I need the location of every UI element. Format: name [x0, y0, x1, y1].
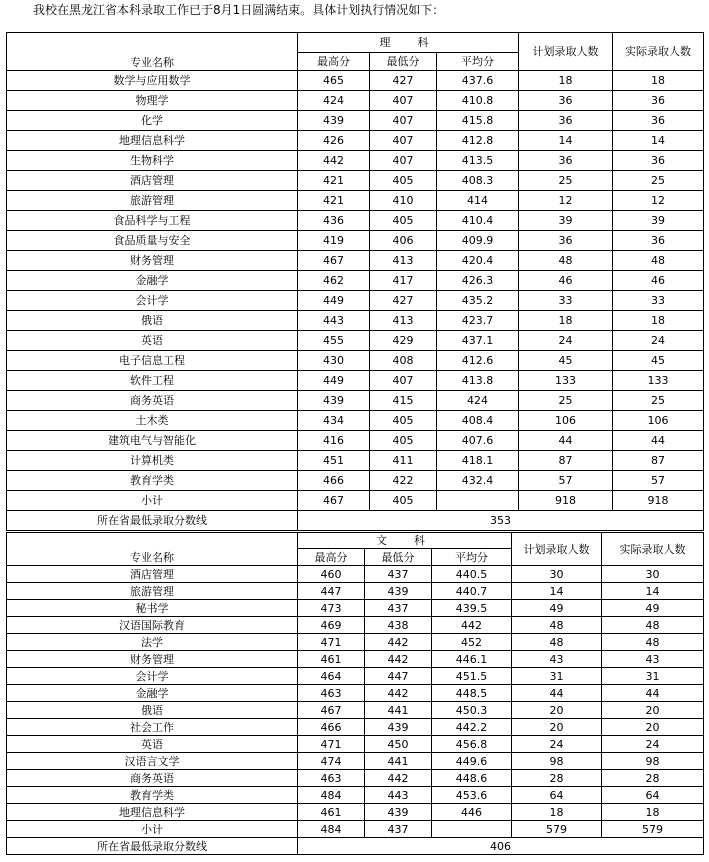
min-score-cell: 411: [370, 451, 437, 471]
min-score-header: 最低分: [370, 53, 437, 71]
avg-score-cell: 442.2: [432, 719, 512, 736]
min-score-cell: 437: [365, 821, 432, 838]
actual-count-cell: 579: [602, 821, 704, 838]
plan-count-cell: 46: [519, 271, 613, 291]
actual-count-cell: 87: [613, 451, 704, 471]
min-score-cell: 439: [365, 583, 432, 600]
table-row: [7, 331, 704, 351]
major-cell: 财务管理: [7, 651, 298, 668]
min-score-cell: 441: [365, 753, 432, 770]
plan-count-cell: 49: [512, 600, 602, 617]
actual-count-cell: 57: [613, 471, 704, 491]
avg-score-cell: 418.1: [437, 451, 519, 471]
major-header: 专业名称: [7, 533, 298, 566]
plan-count-cell: 24: [519, 331, 613, 351]
plan-count-cell: 48: [519, 251, 613, 271]
plan-count-cell: 18: [519, 311, 613, 331]
min-score-cell: 438: [365, 617, 432, 634]
avg-score-cell: 414: [437, 191, 519, 211]
max-score-cell: 443: [298, 311, 370, 331]
min-line-label: 所在省最低录取分数线: [7, 838, 298, 855]
major-header: 专业名称: [7, 33, 298, 71]
table-row: [7, 804, 704, 821]
min-score-cell: 422: [370, 471, 437, 491]
table-row: [7, 371, 704, 391]
actual-count-cell: 14: [613, 131, 704, 151]
actual-count-cell: 45: [613, 351, 704, 371]
plan-count-cell: 36: [519, 91, 613, 111]
actual-count-cell: 49: [602, 600, 704, 617]
table-row: [7, 91, 704, 111]
table-row: [7, 291, 704, 311]
avg-score-cell: 435.2: [437, 291, 519, 311]
max-score-cell: 449: [298, 371, 370, 391]
plan-count-cell: 30: [512, 566, 602, 583]
major-cell: 法学: [7, 634, 298, 651]
actual-count-header: 实际录取人数: [602, 533, 704, 566]
avg-score-cell: 448.6: [432, 770, 512, 787]
min-score-cell: 443: [365, 787, 432, 804]
avg-score-cell: 408.3: [437, 171, 519, 191]
actual-count-cell: 25: [613, 171, 704, 191]
avg-score-cell: 439.5: [432, 600, 512, 617]
min-score-cell: 442: [365, 651, 432, 668]
max-score-cell: 464: [298, 668, 365, 685]
min-score-cell: 407: [370, 91, 437, 111]
table-row: [7, 634, 704, 651]
min-score-cell: 406: [370, 231, 437, 251]
max-score-cell: 473: [298, 600, 365, 617]
avg-score-cell: 412.6: [437, 351, 519, 371]
actual-count-cell: 28: [602, 770, 704, 787]
min-score-cell: 415: [370, 391, 437, 411]
max-score-cell: 484: [298, 787, 365, 804]
plan-count-cell: 45: [519, 351, 613, 371]
actual-count-cell: 43: [602, 651, 704, 668]
avg-score-cell: 442: [432, 617, 512, 634]
major-cell: 小计: [7, 821, 298, 838]
avg-score-header: 平均分: [437, 53, 519, 71]
max-score-cell: 471: [298, 634, 365, 651]
table-row: [7, 583, 704, 600]
max-score-cell: 421: [298, 191, 370, 211]
max-score-cell: 466: [298, 471, 370, 491]
plan-count-cell: 133: [519, 371, 613, 391]
min-score-cell: 442: [365, 770, 432, 787]
min-score-cell: 437: [365, 600, 432, 617]
plan-count-cell: 14: [519, 131, 613, 151]
major-cell: 电子信息工程: [7, 351, 298, 371]
table-row: [7, 451, 704, 471]
min-score-cell: 407: [370, 131, 437, 151]
plan-count-cell: 87: [519, 451, 613, 471]
major-cell: 俄语: [7, 311, 298, 331]
table-row: [7, 431, 704, 451]
actual-count-cell: 24: [613, 331, 704, 351]
table-row: [7, 251, 704, 271]
table-row: [7, 111, 704, 131]
avg-score-cell: 440.5: [432, 566, 512, 583]
plan-count-cell: 43: [512, 651, 602, 668]
plan-count-cell: 20: [512, 702, 602, 719]
plan-count-cell: 39: [519, 211, 613, 231]
avg-score-cell: [437, 491, 519, 511]
major-cell: 会计学: [7, 668, 298, 685]
table-row: [7, 271, 704, 291]
max-score-cell: 465: [298, 71, 370, 91]
table-row: [7, 685, 704, 702]
max-score-cell: 436: [298, 211, 370, 231]
actual-count-cell: 64: [602, 787, 704, 804]
plan-count-cell: 24: [512, 736, 602, 753]
table-row: [7, 351, 704, 371]
avg-score-cell: 413.8: [437, 371, 519, 391]
avg-score-cell: 412.8: [437, 131, 519, 151]
min-line-value: 406: [298, 838, 704, 855]
avg-score-cell: 449.6: [432, 753, 512, 770]
actual-count-cell: 98: [602, 753, 704, 770]
min-line-label: 所在省最低录取分数线: [7, 511, 298, 531]
major-cell: 食品质量与安全: [7, 231, 298, 251]
avg-score-header: 平均分: [432, 549, 512, 566]
avg-score-cell: [432, 821, 512, 838]
major-cell: 软件工程: [7, 371, 298, 391]
table-row: [7, 770, 704, 787]
table-row: [7, 821, 704, 838]
max-score-cell: 421: [298, 171, 370, 191]
actual-count-cell: 46: [613, 271, 704, 291]
max-score-cell: 442: [298, 151, 370, 171]
max-score-cell: 455: [298, 331, 370, 351]
table-row: [7, 753, 704, 770]
major-cell: 物理学: [7, 91, 298, 111]
min-score-cell: 427: [370, 71, 437, 91]
actual-count-cell: 18: [613, 71, 704, 91]
plan-count-cell: 98: [512, 753, 602, 770]
min-score-cell: 441: [365, 702, 432, 719]
min-score-cell: 405: [370, 431, 437, 451]
max-score-cell: 439: [298, 111, 370, 131]
plan-count-cell: 25: [519, 391, 613, 411]
min-score-header: 最低分: [365, 549, 432, 566]
actual-count-cell: 31: [602, 668, 704, 685]
plan-count-cell: 36: [519, 111, 613, 131]
actual-count-cell: 48: [602, 617, 704, 634]
table-row: [7, 171, 704, 191]
actual-count-cell: 48: [602, 634, 704, 651]
major-cell: 英语: [7, 331, 298, 351]
max-score-cell: 466: [298, 719, 365, 736]
table-row: [7, 191, 704, 211]
plan-count-cell: 36: [519, 231, 613, 251]
actual-count-cell: 44: [613, 431, 704, 451]
min-score-cell: 439: [365, 719, 432, 736]
major-cell: 俄语: [7, 702, 298, 719]
min-score-cell: 413: [370, 251, 437, 271]
max-score-cell: 447: [298, 583, 365, 600]
min-score-cell: 442: [365, 634, 432, 651]
plan-count-cell: 64: [512, 787, 602, 804]
max-score-cell: 463: [298, 685, 365, 702]
avg-score-cell: 437.6: [437, 71, 519, 91]
min-line-value: 353: [298, 511, 704, 531]
plan-count-cell: 25: [519, 171, 613, 191]
max-score-cell: 430: [298, 351, 370, 371]
min-score-cell: 405: [370, 171, 437, 191]
actual-count-cell: 106: [613, 411, 704, 431]
arts-header: 文 科: [298, 533, 512, 549]
arts-admission-table: [6, 532, 704, 855]
major-cell: 地理信息科学: [7, 804, 298, 821]
max-score-cell: 467: [298, 702, 365, 719]
max-score-cell: 419: [298, 231, 370, 251]
table-row: [7, 719, 704, 736]
avg-score-cell: 424: [437, 391, 519, 411]
avg-score-cell: 446.1: [432, 651, 512, 668]
min-score-cell: 405: [370, 491, 437, 511]
major-cell: 汉语国际教育: [7, 617, 298, 634]
major-cell: 汉语言文学: [7, 753, 298, 770]
major-cell: 社会工作: [7, 719, 298, 736]
max-score-cell: 471: [298, 736, 365, 753]
max-score-cell: 467: [298, 251, 370, 271]
table-row: [7, 787, 704, 804]
table-row: [7, 491, 704, 511]
avg-score-cell: 413.5: [437, 151, 519, 171]
table-row: [7, 566, 704, 583]
actual-count-cell: 14: [602, 583, 704, 600]
avg-score-cell: 408.4: [437, 411, 519, 431]
max-score-cell: 463: [298, 770, 365, 787]
actual-count-cell: 39: [613, 211, 704, 231]
min-score-cell: 405: [370, 411, 437, 431]
table-row: [7, 702, 704, 719]
major-cell: 金融学: [7, 271, 298, 291]
min-score-cell: 410: [370, 191, 437, 211]
min-score-cell: 442: [365, 685, 432, 702]
avg-score-cell: 415.8: [437, 111, 519, 131]
actual-count-cell: 20: [602, 702, 704, 719]
max-score-cell: 462: [298, 271, 370, 291]
major-cell: 化学: [7, 111, 298, 131]
major-cell: 商务英语: [7, 770, 298, 787]
plan-count-cell: 12: [519, 191, 613, 211]
avg-score-cell: 450.3: [432, 702, 512, 719]
major-cell: 酒店管理: [7, 566, 298, 583]
plan-count-header: 计划录取人数: [519, 33, 613, 71]
plan-count-cell: 28: [512, 770, 602, 787]
major-cell: 财务管理: [7, 251, 298, 271]
actual-count-cell: 25: [613, 391, 704, 411]
actual-count-cell: 36: [613, 151, 704, 171]
avg-score-cell: 410.4: [437, 211, 519, 231]
max-score-cell: 474: [298, 753, 365, 770]
major-cell: 旅游管理: [7, 191, 298, 211]
table-row: [7, 151, 704, 171]
table-row: [7, 71, 704, 91]
plan-count-cell: 33: [519, 291, 613, 311]
table-row: [7, 311, 704, 331]
major-cell: 秘书学: [7, 600, 298, 617]
avg-score-cell: 440.7: [432, 583, 512, 600]
table-row: [7, 668, 704, 685]
max-score-cell: 484: [298, 821, 365, 838]
actual-count-cell: 12: [613, 191, 704, 211]
actual-count-header: 实际录取人数: [613, 33, 704, 71]
max-score-cell: 469: [298, 617, 365, 634]
major-cell: 旅游管理: [7, 583, 298, 600]
avg-score-cell: 423.7: [437, 311, 519, 331]
avg-score-cell: 456.8: [432, 736, 512, 753]
min-score-cell: 407: [370, 151, 437, 171]
major-cell: 食品科学与工程: [7, 211, 298, 231]
max-score-cell: 451: [298, 451, 370, 471]
actual-count-cell: 36: [613, 231, 704, 251]
max-score-cell: 449: [298, 291, 370, 311]
actual-count-cell: 30: [602, 566, 704, 583]
plan-count-cell: 31: [512, 668, 602, 685]
plan-count-cell: 918: [519, 491, 613, 511]
plan-count-cell: 14: [512, 583, 602, 600]
min-score-cell: 447: [365, 668, 432, 685]
avg-score-cell: 448.5: [432, 685, 512, 702]
major-cell: 地理信息科学: [7, 131, 298, 151]
table-row: [7, 131, 704, 151]
major-cell: 教育学类: [7, 471, 298, 491]
plan-count-cell: 44: [512, 685, 602, 702]
major-cell: 商务英语: [7, 391, 298, 411]
table-row: [7, 651, 704, 668]
plan-count-cell: 36: [519, 151, 613, 171]
plan-count-cell: 18: [519, 71, 613, 91]
avg-score-cell: 409.9: [437, 231, 519, 251]
actual-count-cell: 20: [602, 719, 704, 736]
major-cell: 土木类: [7, 411, 298, 431]
plan-count-cell: 18: [512, 804, 602, 821]
max-score-header: 最高分: [298, 549, 365, 566]
min-score-cell: 408: [370, 351, 437, 371]
actual-count-cell: 33: [613, 291, 704, 311]
max-score-cell: 461: [298, 651, 365, 668]
major-cell: 会计学: [7, 291, 298, 311]
min-score-cell: 427: [370, 291, 437, 311]
avg-score-cell: 437.1: [437, 331, 519, 351]
actual-count-cell: 44: [602, 685, 704, 702]
min-score-cell: 429: [370, 331, 437, 351]
major-cell: 英语: [7, 736, 298, 753]
max-score-cell: 426: [298, 131, 370, 151]
actual-count-cell: 24: [602, 736, 704, 753]
avg-score-cell: 446: [432, 804, 512, 821]
plan-count-cell: 44: [519, 431, 613, 451]
actual-count-cell: 36: [613, 111, 704, 131]
actual-count-cell: 918: [613, 491, 704, 511]
plan-count-cell: 57: [519, 471, 613, 491]
science-admission-table: [6, 32, 704, 531]
max-score-cell: 460: [298, 566, 365, 583]
avg-score-cell: 420.4: [437, 251, 519, 271]
actual-count-cell: 18: [613, 311, 704, 331]
avg-score-cell: 451.5: [432, 668, 512, 685]
actual-count-cell: 133: [613, 371, 704, 391]
major-cell: 教育学类: [7, 787, 298, 804]
actual-count-cell: 18: [602, 804, 704, 821]
table-row: [7, 617, 704, 634]
min-score-cell: 437: [365, 566, 432, 583]
avg-score-cell: 453.6: [432, 787, 512, 804]
avg-score-cell: 407.6: [437, 431, 519, 451]
min-score-cell: 439: [365, 804, 432, 821]
major-cell: 数学与应用数学: [7, 71, 298, 91]
table-row: [7, 411, 704, 431]
table-row: [7, 471, 704, 491]
min-score-cell: 413: [370, 311, 437, 331]
table-row: [7, 231, 704, 251]
max-score-cell: 439: [298, 391, 370, 411]
plan-count-cell: 106: [519, 411, 613, 431]
table-row: [7, 211, 704, 231]
major-cell: 建筑电气与智能化: [7, 431, 298, 451]
major-cell: 生物科学: [7, 151, 298, 171]
table-row: [7, 736, 704, 753]
major-cell: 计算机类: [7, 451, 298, 471]
plan-count-cell: 48: [512, 634, 602, 651]
actual-count-cell: 48: [613, 251, 704, 271]
plan-count-cell: 48: [512, 617, 602, 634]
table-row: [7, 600, 704, 617]
max-score-cell: 467: [298, 491, 370, 511]
max-score-cell: 416: [298, 431, 370, 451]
min-score-cell: 405: [370, 211, 437, 231]
avg-score-cell: 432.4: [437, 471, 519, 491]
major-cell: 小计: [7, 491, 298, 511]
max-score-header: 最高分: [298, 53, 370, 71]
plan-count-cell: 579: [512, 821, 602, 838]
max-score-cell: 424: [298, 91, 370, 111]
major-cell: 酒店管理: [7, 171, 298, 191]
max-score-cell: 461: [298, 804, 365, 821]
plan-count-cell: 20: [512, 719, 602, 736]
avg-score-cell: 426.3: [437, 271, 519, 291]
avg-score-cell: 410.8: [437, 91, 519, 111]
min-score-cell: 407: [370, 111, 437, 131]
science-header: 理 科: [298, 33, 519, 53]
min-score-cell: 417: [370, 271, 437, 291]
avg-score-cell: 452: [432, 634, 512, 651]
max-score-cell: 434: [298, 411, 370, 431]
min-score-cell: 407: [370, 371, 437, 391]
major-cell: 金融学: [7, 685, 298, 702]
table-row: [7, 391, 704, 411]
min-score-cell: 450: [365, 736, 432, 753]
intro-text: 我校在黑龙江省本科录取工作已于8月1日圆满结束。具体计划执行情况如下：: [33, 3, 445, 17]
plan-count-header: 计划录取人数: [512, 533, 602, 566]
actual-count-cell: 36: [613, 91, 704, 111]
